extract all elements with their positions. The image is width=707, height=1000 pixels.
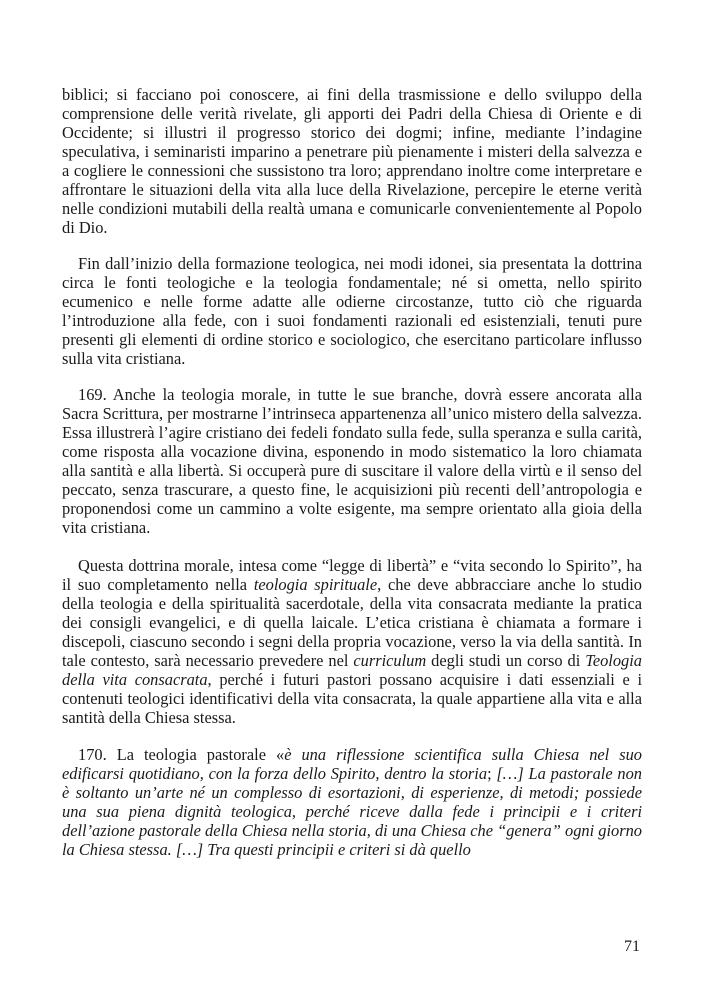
document-page-body [62, 85, 642, 859]
text-run: ; [487, 764, 497, 783]
paragraph-dogmatic-theology [62, 85, 642, 237]
italic-text-run: Teologia della vita consacrata [62, 651, 642, 689]
italic-text-run: è una riflessione scientifica sulla Chiesa nel suo edificarsi quotidiano, con la forza dello Spirito, dentro la storia [62, 745, 643, 783]
paragraph-170-pastoral-theology [62, 745, 642, 859]
text-run: 169. Anche la teologia morale, in tutte le sue branche, dovrà essere ancorata alla Sacra Scrittura, per mostrarne l’intrinseca appartenenza all’unico mistero della salvezza. Essa illustrerà l’agire cristiano dei fedeli fondato sulla fede, sulla speranza e sulla carità, come risposta alla vocazione divina, esponendo in modo sistematico la loro chiamata alla santità e alla libertà. Si occuperà pure di suscitare il valore della virtù e il senso del peccato, senza trascurare, a questo fine, le acquisizioni più recenti dell’antropologia e proponendosi come un cammino a volte esigente, ma sempre orientato alla gioia della vita cristiana. [62, 385, 642, 537]
text-run: , perché i futuri pastori possano acquisire i dati essenziali e i contenuti teologici identificativi della vita consacrata, la quale appartiene alla vita e alla santità della Chiesa stessa. [62, 670, 642, 727]
paragraph-spiritual-theology [62, 556, 642, 727]
paragraph-fundamental-theology [62, 254, 642, 368]
italic-text-run: […] La pastorale non è soltanto un’arte né un complesso di esortazioni, di esperienze, di metodi; possiede una sua piena dignità teologica, perché riceve dalla fede i principii e i criteri dell’azione pastorale della Chiesa nella storia, di una Chiesa che “genera” ogni giorno la Chiesa stessa. […] Tra questi principii e criteri si dà quello [62, 764, 642, 859]
text-run: Fin dall’inizio della formazione teologica, nei modi idonei, sia presentata la dottrina circa le fonti teologiche e la teologia fondamentale; né si ometta, nello spirito ecumenico e nelle forme adatte alle odierne circostanze, tutto ciò che riguarda l’introduzione alla fede, con i suoi fondamenti razionali ed esistenziali, tenuti pure presenti gli elementi di ordine storico e sociologico, che esercitano particolare influsso sulla vita cristiana. [62, 254, 642, 368]
text-run: Questa dottrina morale, intesa come “legge di libertà” e “vita secondo lo Spirito”, ha il suo completamento nella [62, 556, 642, 594]
text-run: 170. La teologia pastorale « [78, 745, 285, 764]
italic-text-run: curriculum [353, 651, 427, 670]
italic-text-run: teologia spirituale [253, 575, 378, 594]
page-number: 71 [624, 938, 640, 955]
text-run: biblici; si facciano poi conoscere, ai fini della trasmissione e dello sviluppo della comprensione delle verità rivelate, gli apporti dei Padri della Chiesa di Oriente e di Occidente; si illustri il progresso storico dei dogmi; infine, mediante l’indagine speculativa, i seminaristi imparino a penetrare più pienamente i misteri della salvezza e a cogliere le connessioni che sussistono tra loro; apprendano inoltre come interpretare e affrontare le situazioni della vita alla luce della Rivelazione, percepire le eterne verità nelle condizioni mutabili della realtà umana e comunicarle convenientemente al Popolo di Dio. [62, 85, 642, 237]
text-run: , che deve abbracciare anche lo studio della teologia e della spiritualità sacerdotale, della vita consacrata mediante la pratica dei consigli evangelici, e di quella laicale. L’etica cristiana è chiamata a formare i discepoli, ciascuno secondo i segni della propria vocazione, verso la via della santità. In tale contesto, sarà necessario prevedere nel [62, 575, 642, 670]
text-run: degli studi un corso di [426, 651, 586, 670]
paragraph-169-moral-theology [62, 385, 642, 537]
